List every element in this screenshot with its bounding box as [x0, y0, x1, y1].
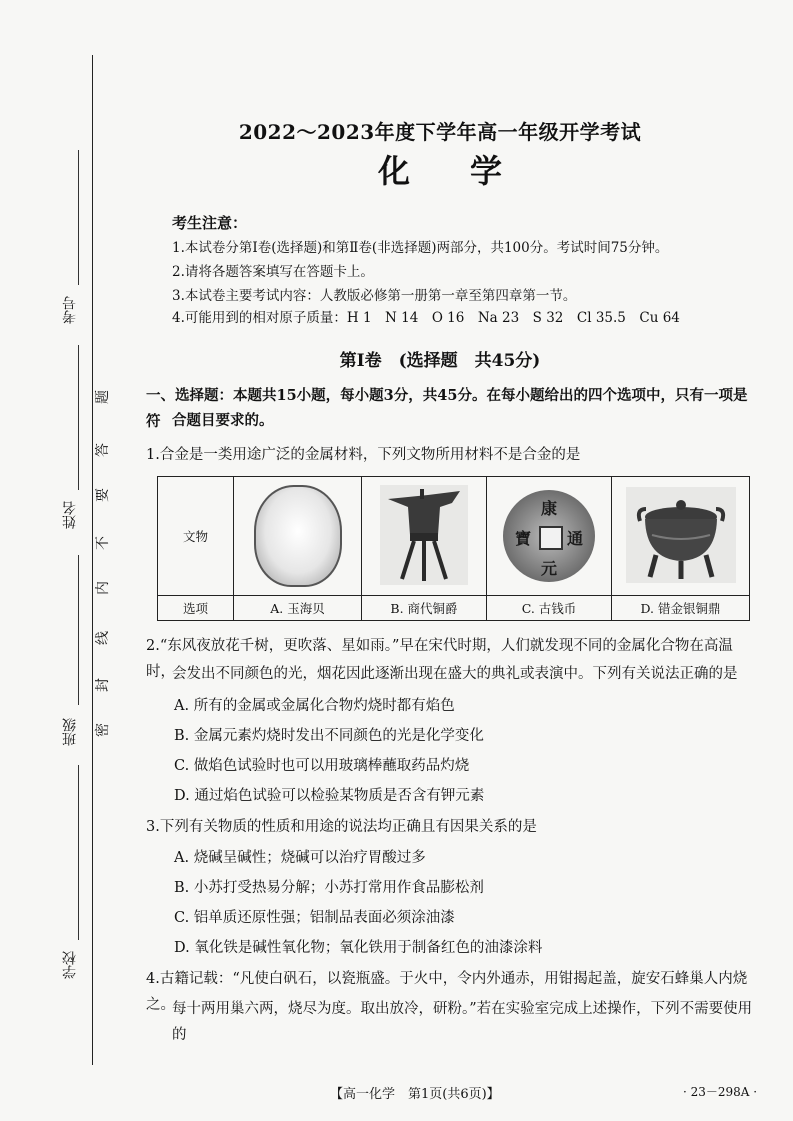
coin-hole: [539, 526, 563, 550]
question-4-stem: 4.古籍记载：“凡使白矾石，以瓷瓶盛。于火中，令内外通赤，用钳揭起盖，旋安石蜂巢人内烧之。: [146, 971, 748, 1013]
question-3-option-a: A. 烧碱呈碱性；烧碱可以治疗胃酸过多: [174, 850, 426, 866]
seal-char: 封: [95, 678, 111, 692]
question-4-stem: 每十两用巢六两，烧尽为度。取出放冷，研粉。”若在实验室完成上述操作，下列不需要使用的: [172, 1001, 753, 1043]
seal-char: 内: [95, 581, 111, 595]
coin-glyph: 康: [541, 499, 558, 518]
question-3-option-d: D. 氧化铁是碱性氧化物；氧化铁用于制备红色的油漆涂料: [174, 940, 543, 956]
name-label: 姓名: [62, 501, 78, 529]
exam-title: 2022～2023年度下学年高一年级开学考试: [238, 120, 642, 144]
question-2-option-b: B. 金属元素灼烧时发出不同颜色的光是化学变化: [174, 728, 484, 744]
option-c: C. 古钱币: [487, 596, 612, 621]
seal-char: 不: [95, 536, 111, 550]
section-title: 第Ⅰ卷 (选择题 共45分): [339, 351, 541, 371]
option-a: A. 玉海贝: [234, 596, 362, 621]
question-2-option-a: A. 所有的金属或金属化合物灼烧时都有焰色: [174, 698, 455, 714]
notice-title: 考生注意：: [172, 214, 248, 232]
notice-item: 2.请将各题答案填写在答题卡上。: [172, 264, 374, 280]
section-instruction: 一、选择题：本题共15小题，每小题3分，共45分。在每小题给出的四个选项中，只有一项是符: [146, 387, 748, 430]
binding-line: [92, 55, 93, 1065]
row-header-artifact: 文物: [158, 477, 234, 596]
school-blank: [78, 765, 79, 940]
question-2-stem: 会发出不同颜色的光，烟花因此逐渐出现在盛大的典礼或表演中。下列有关说法正确的是: [172, 666, 738, 682]
seal-char: 密: [95, 723, 111, 737]
coin-glyph: 寶: [515, 529, 532, 548]
seal-char: 线: [95, 631, 111, 645]
exam-number-blank: [78, 150, 79, 285]
name-blank: [78, 345, 79, 490]
option-b: B. 商代铜爵: [362, 596, 487, 621]
seal-char: 题: [95, 390, 111, 404]
school-label: 学校: [62, 951, 78, 979]
exam-number-label: 考号: [62, 296, 78, 324]
bronze-jue-image: [380, 485, 468, 585]
question-2-option-d: D. 通过焰色试验可以检验某物质是否含有钾元素: [174, 788, 485, 804]
seal-char: 要: [95, 488, 111, 502]
subject-title: 化学: [377, 152, 562, 190]
question-3-option-c: C. 铝单质还原性强；铝制品表面必须涂油漆: [174, 910, 455, 926]
coin-glyph: 通: [567, 529, 584, 548]
notice-item: 1.本试卷分第Ⅰ卷(选择题)和第Ⅱ卷(非选择题)两部分，共100分。考试时间75分钟。: [172, 240, 669, 256]
section-instruction: 合题目要求的。: [172, 412, 274, 429]
seal-char: 答: [95, 443, 111, 457]
class-blank: [78, 555, 79, 705]
bronze-ding-image: [626, 487, 736, 583]
question-2-stem: 2.“东风夜放花千树，更吹落、星如雨。”早在宋代时期，人们就发现不同的金属化合物在高温时，: [146, 638, 733, 680]
notice-item: 3.本试卷主要考试内容：人教版必修第一册第一章至第四章第一节。: [172, 288, 577, 304]
jade-shell-image: [254, 485, 342, 587]
question-3-option-b: B. 小苏打受热易分解；小苏打常用作食品膨松剂: [174, 880, 484, 896]
page-info: 【高一化学 第1页(共6页)】: [330, 1087, 500, 1102]
ancient-coin-image: [503, 490, 595, 582]
row-header-option: 选项: [158, 596, 234, 621]
coin-glyph: 元: [541, 559, 558, 578]
option-d: D. 错金银铜鼎: [612, 596, 750, 621]
question-2-option-c: C. 做焰色试验时也可以用玻璃棒蘸取药品灼烧: [174, 758, 470, 774]
class-label: 班级: [62, 718, 78, 746]
artifact-table: [157, 476, 750, 621]
paper-code: · 23－298A ·: [683, 1085, 758, 1099]
question-1-stem: 1.合金是一类用途广泛的金属材料，下列文物所用材料不是合金的是: [146, 447, 581, 463]
notice-item: 4.可能用到的相对原子质量：H 1 N 14 O 16 Na 23 S 32 Cl 35.5 Cu 64: [172, 310, 680, 326]
question-3-stem: 3.下列有关物质的性质和用途的说法均正确且有因果关系的是: [146, 819, 537, 835]
